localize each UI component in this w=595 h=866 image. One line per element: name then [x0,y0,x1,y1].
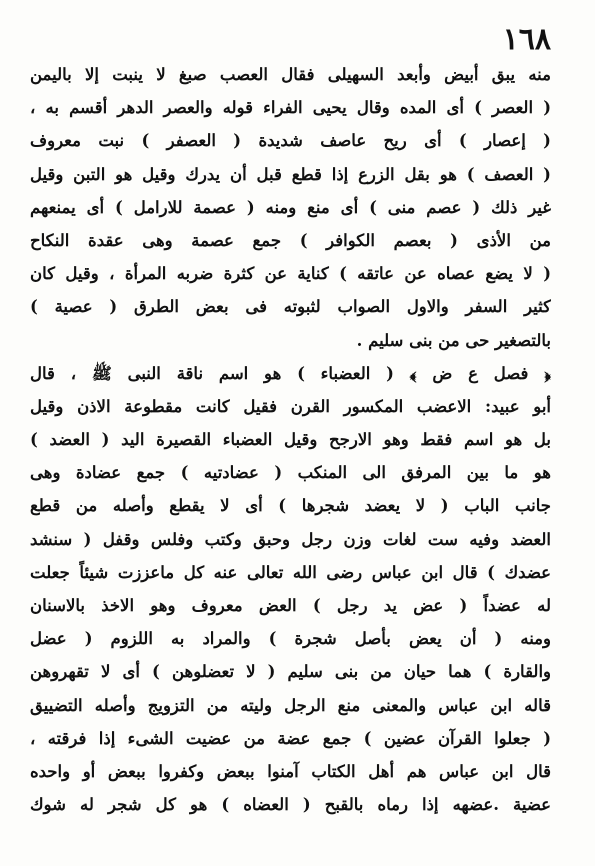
text-line: ( العصر ) أى المده وقال يحيى الفراء قوله والعصر الدهر أقسم به ، [30,98,551,118]
text-line: من الأذى ( بعصم الكوافر ) جمع عصمة وهى عقدة النكاح [30,230,551,250]
text-line: قاله ابن عباس والمعنى منع الرجل وليته من التزويج وأصله التضييق [30,695,551,715]
text-line: والقارة ) هما حيان من بنى سليم ( لا تعضلوهن ) أى لا تقهروهن [30,662,551,682]
text-line: هو ما بين المرفق الى المنكب ( عضادتيه ) جمع عضادة وهى [30,463,551,483]
text-line: جانب الباب ( لا يعضد شجرها ) أى لا يقطع وأصله من قطع [30,496,551,516]
text-line: أبو عبيد: الاعضب المكسور القرن فقيل كانت مقطوعة الاذن وقيل [30,396,551,416]
section-heading-line: ﴿ فصل ع ض ﴾ ( العضباء ) هو اسم ناقة النبى ﷺ ، قال [30,363,551,383]
text-line: بل هو اسم فقط وهو الارجح وقيل العضباء القصيرة اليد ( العضد ) [30,430,551,450]
text-line: بالتصغير حى من بنى سليم . [356,330,551,350]
text-line: كثير السفر والاول الصواب لثبوته فى بعض الطرق ( عصية ) [30,297,551,317]
text-line: قال ابن عباس هم أهل الكتاب آمنوا ببعض وكفروا ببعض أو واحده [30,761,551,781]
text-line: ( إعصار ) أى ريح عاصف شديدة ( العصفر ) نبت معروف [30,131,551,151]
text-line: عضدك ) قال ابن عباس رضى الله تعالى عنه كل ماعززت شيئاً جعلت [30,562,551,582]
text-line: ( العصف ) هو بقل الزرع إذا قطع قبل أن يدرك وقيل هو التبن وقيل [30,164,551,184]
text-line: ( جعلوا القرآن عضين ) جمع عضة من عضيت الشىء إذا فرقته ، [30,728,551,748]
text-line: له عضداً ( عض يد رجل ) العض معروف وهو الاخذ بالاسنان [30,596,551,615]
text-line: ومنه ( أن يعض بأصل شجرة ) والمراد به اللزوم ( عضل [30,629,551,649]
text-line: العضد وفيه ست لغات وزن رجل وحبق وكتب وفلس وقفل ( سنشد [30,529,551,549]
text-line: ( لا يضع عصاه عن عاتقه ) كناية عن كثرة ضربه المرأة ، وقيل كان [30,264,551,284]
text-line: عضية .عضهه إذا رماه بالقبح ( العضاه ) هو كل شجر له شوك [30,795,551,815]
page-number: ١٦٨ [502,22,551,57]
body-text [30,58,551,821]
text-line: غير ذلك ( عصم منى ) أى منع ومنه ( عصمة للارامل ) أى يمنعهم [30,197,551,217]
text-line: منه يبق أبيض وأبعد السهيلى فقال العصب صبغ لا ينبت إلا باليمن [30,65,551,84]
